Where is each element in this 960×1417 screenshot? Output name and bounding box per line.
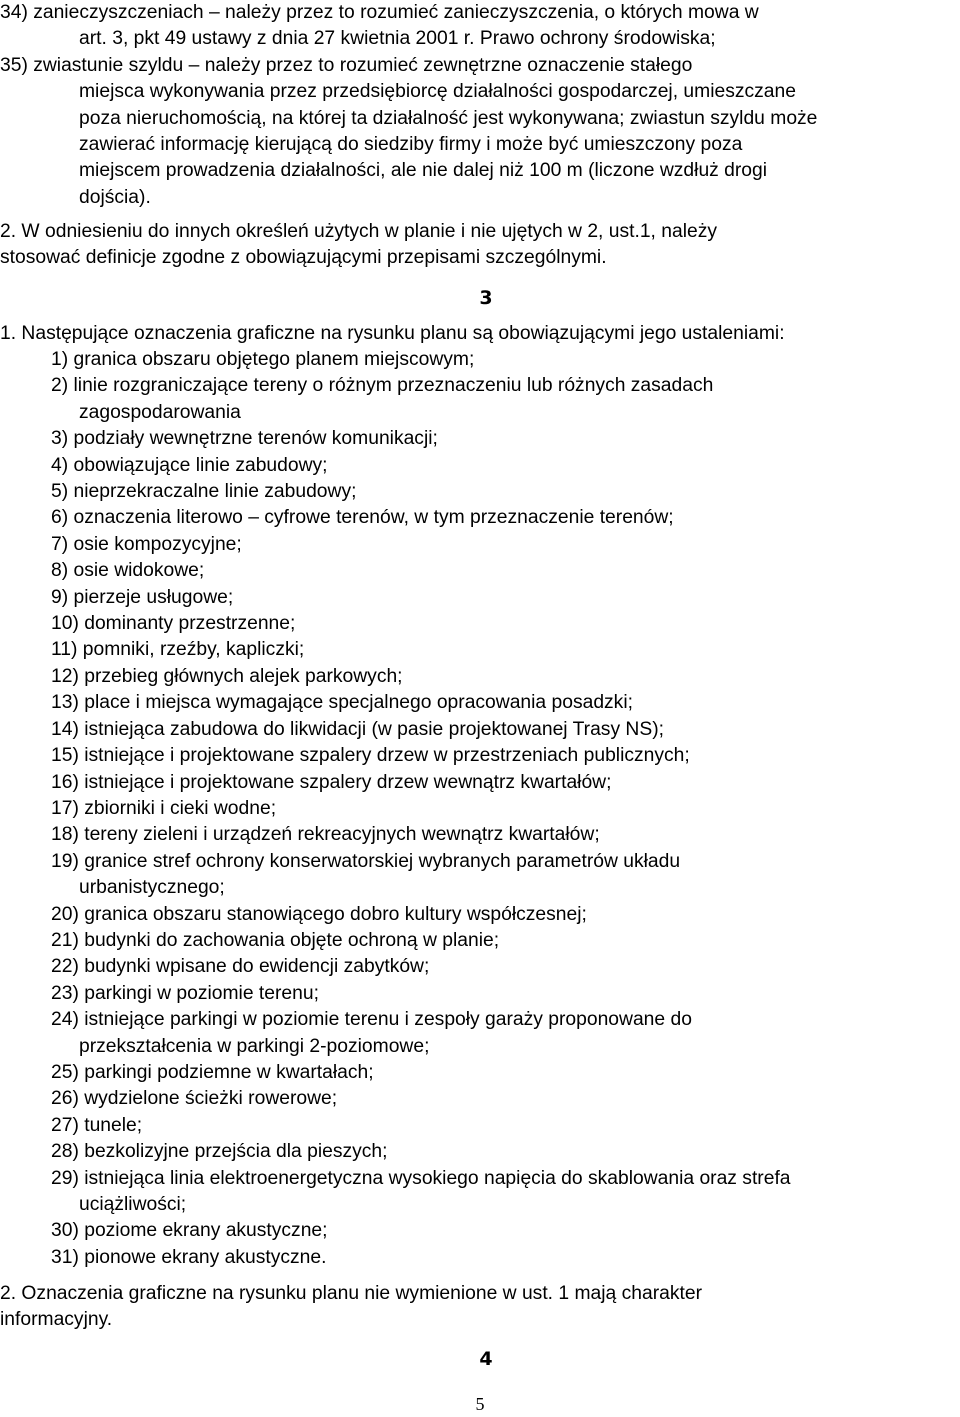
list-item: 12) przebieg głównych alejek parkowych; xyxy=(51,665,403,687)
text-line: 2. Oznaczenia graficzne na rysunku planu nie wymienione w ust. 1 mają charakter xyxy=(0,1283,702,1304)
list-item: 30) poziome ekrany akustyczne; xyxy=(51,1220,328,1242)
list-item: 16) istniejące i projektowane szpalery drzew wewnątrz kwartałów; xyxy=(51,771,612,793)
text-line: zawierać informację kierującą do siedziby firmy i może być umieszczony poza xyxy=(79,134,743,156)
page-number: 5 xyxy=(475,1394,485,1414)
list-item: 20) granica obszaru stanowiącego dobro kultury współczesnej; xyxy=(51,903,587,925)
list-item: 5) nieprzekraczalne linie zabudowy; xyxy=(51,481,357,503)
text-line: art. 3, pkt 49 ustawy z dnia 27 kwietnia 2001 r. Prawo ochrony środowiska; xyxy=(79,28,716,50)
list-item: 18) tereny zieleni i urządzeń rekreacyjnych wewnątrz kwartałów; xyxy=(51,824,600,846)
list-item-continuation: uciążliwości; xyxy=(79,1194,187,1215)
definitions-paragraph xyxy=(0,0,960,211)
list-item: 22) budynki wpisane do ewidencji zabytków; xyxy=(51,956,430,978)
list-item: 19) granice stref ochrony konserwatorskiej wybranych parametrów układu xyxy=(51,850,681,872)
list-item-continuation: zagospodarowania xyxy=(79,401,241,423)
list-item: 4) obowiązujące linie zabudowy; xyxy=(51,454,328,476)
list-item: 17) zbiorniki i cieki wodne; xyxy=(51,797,277,819)
text-line: miejsca wykonywania przez przedsiębiorcę działalności gospodarczej, umieszczane xyxy=(79,81,796,103)
list-item: 9) pierzeje usługowe; xyxy=(51,586,234,608)
list-item: 28) bezkolizyjne przejścia dla pieszych; xyxy=(51,1141,388,1163)
text-line: 1. Następujące oznaczenia graficzne na rysunku planu są obowiązującymi jego ustaleniami: xyxy=(0,323,785,344)
list-intro xyxy=(0,321,960,347)
graphic-designations-list xyxy=(0,347,960,1271)
list-item: 8) osie widokowe; xyxy=(51,560,205,582)
text-line: poza nieruchomością, na której ta działalność jest wykonywana; zwiastun szyldu może xyxy=(79,107,818,129)
paragraph-final xyxy=(0,1281,960,1334)
section-heading-3: 3 xyxy=(479,287,493,309)
list-item: 23) parkingi w poziomie terenu; xyxy=(51,982,319,1004)
list-item: 25) parkingi podziemne w kwartałach; xyxy=(51,1061,374,1083)
list-item: 15) istniejące i projektowane szpalery drzew w przestrzeniach publicznych; xyxy=(51,745,690,767)
text-line: stosować definicje zgodne z obowiązującymi przepisami szczególnymi. xyxy=(0,247,607,269)
list-item: 1) granica obszaru objętego planem miejscowym; xyxy=(51,349,475,370)
list-item: 27) tunele; xyxy=(51,1114,143,1136)
paragraph-2 xyxy=(0,219,960,272)
list-item: 26) wydzielone ścieżki rowerowe; xyxy=(51,1088,338,1110)
list-item: 2) linie rozgraniczające tereny o różnym przeznaczeniu lub różnych zasadach xyxy=(51,375,714,397)
list-item: 6) oznaczenia literowo – cyfrowe terenów, w tym przeznaczenie terenów; xyxy=(51,507,674,529)
text-line: miejscem prowadzenia działalności, ale nie dalej niż 100 m (liczone wzdłuż drogi xyxy=(79,160,768,182)
section-heading-4: 4 xyxy=(479,1348,493,1370)
list-item: 7) osie kompozycyjne; xyxy=(51,533,242,555)
text-line: 35) zwiastunie szyldu – należy przez to rozumieć zewnętrzne oznaczenie stałego xyxy=(0,54,693,76)
list-item: 13) place i miejsca wymagające specjalnego opracowania posadzki; xyxy=(51,692,633,714)
list-item-continuation: przekształcenia w parkingi 2-poziomowe; xyxy=(79,1035,430,1057)
text-line: 2. W odniesieniu do innych określeń użytych w planie i nie ujętych w 2, ust.1, należy xyxy=(0,221,718,242)
list-item: 10) dominanty przestrzenne; xyxy=(51,613,296,635)
list-item: 11) pomniki, rzeźby, kapliczki; xyxy=(51,639,305,661)
list-item: 29) istniejąca linia elektroenergetyczna wysokiego napięcia do skablowania oraz strefa xyxy=(51,1167,791,1189)
list-item-continuation: urbanistycznego; xyxy=(79,877,225,899)
list-item: 14) istniejąca zabudowa do likwidacji (w pasie projektowanej Trasy NS); xyxy=(51,718,664,740)
text-line: informacyjny. xyxy=(0,1309,113,1331)
list-item: 3) podziały wewnętrzne terenów komunikacji; xyxy=(51,428,438,450)
text-line: dojścia). xyxy=(79,186,151,208)
list-item: 31) pionowe ekrany akustyczne. xyxy=(51,1246,327,1268)
text-line: 34) zanieczyszczeniach – należy przez to rozumieć zanieczyszczenia, o których mowa w xyxy=(0,2,759,23)
list-item: 24) istniejące parkingi w poziomie terenu i zespoły garaży proponowane do xyxy=(51,1009,692,1031)
list-item: 21) budynki do zachowania objęte ochroną w planie; xyxy=(51,929,500,951)
